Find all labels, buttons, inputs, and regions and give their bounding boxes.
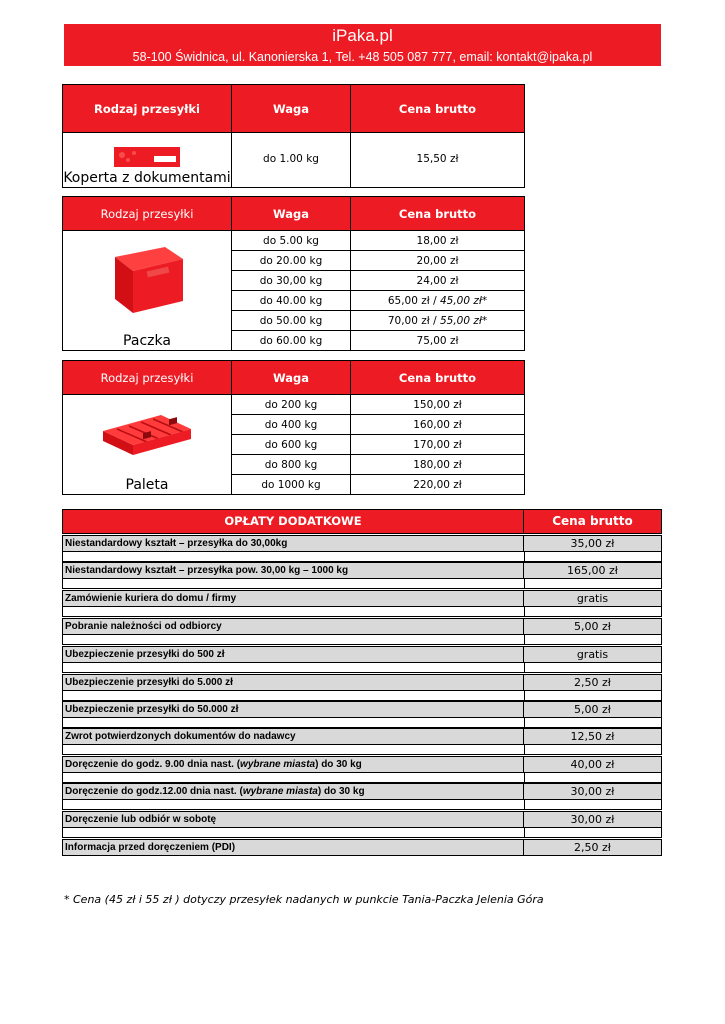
shipment-type-label: Paleta xyxy=(125,477,169,493)
fees-header-name: OPŁATY DODATKOWE xyxy=(62,509,524,534)
envelope-price-table xyxy=(62,84,525,188)
price-cell: 75,00 zł xyxy=(351,331,525,351)
weight-cell: do 20.00 kg xyxy=(232,251,351,271)
col-header-price: Cena brutto xyxy=(351,197,525,231)
fee-name: Zwrot potwierdzonych dokumentów do nadawcy xyxy=(62,728,524,745)
col-header-weight: Waga xyxy=(232,197,351,231)
fee-name-start: Doręczenie do godz. 9.00 dnia nast. ( xyxy=(65,759,241,770)
fee-name-end: ) do 30 kg xyxy=(317,786,365,797)
weight-cell: do 60.00 kg xyxy=(232,331,351,351)
col-header-price: Cena brutto xyxy=(351,361,525,395)
price-cell: 24,00 zł xyxy=(351,271,525,291)
weight-cell: do 600 kg xyxy=(232,435,351,455)
fee-row xyxy=(62,783,662,800)
price-cell xyxy=(351,291,525,311)
fee-spacer xyxy=(62,828,662,838)
price-regular: 65,00 zł / xyxy=(387,294,440,307)
shipment-type-cell xyxy=(63,395,232,495)
fee-row xyxy=(62,535,662,552)
fee-name: Niestandardowy kształt – przesyłka pow. 30,00 kg – 1000 kg xyxy=(62,562,524,579)
pallet-icon xyxy=(63,409,231,463)
fee-row xyxy=(62,811,662,828)
weight-cell: do 1.00 kg xyxy=(232,133,351,188)
fee-name xyxy=(62,756,524,773)
fee-price: 2,50 zł xyxy=(524,839,662,856)
fee-name: Ubezpieczenie przesyłki do 500 zł xyxy=(62,646,524,663)
weight-cell: do 200 kg xyxy=(232,395,351,415)
footnote: * Cena (45 zł i 55 zł ) dotyczy przesyłek nadanych w punkcie Tania-Paczka Jelenia Góra xyxy=(64,893,544,906)
weight-cell: do 40.00 kg xyxy=(232,291,351,311)
fee-name: Informacja przed doręczeniem (PDI) xyxy=(62,839,524,856)
fee-price: 30,00 zł xyxy=(524,811,662,828)
fee-spacer xyxy=(62,663,662,673)
price-cell xyxy=(351,311,525,331)
fee-row xyxy=(62,701,662,718)
weight-cell: do 50.00 kg xyxy=(232,311,351,331)
fee-spacer xyxy=(62,773,662,783)
fee-spacer xyxy=(62,745,662,755)
fee-name-end: ) do 30 kg xyxy=(315,759,362,770)
price-cell: 160,00 zł xyxy=(351,415,525,435)
price-regular: 70,00 zł / xyxy=(387,314,440,327)
shipment-type-cell xyxy=(63,133,232,188)
weight-cell: do 800 kg xyxy=(232,455,351,475)
fee-spacer xyxy=(62,607,662,617)
price-cell: 170,00 zł xyxy=(351,435,525,455)
parcel-price-table xyxy=(62,196,525,351)
fee-price: 165,00 zł xyxy=(524,562,662,579)
fee-name: Niestandardowy kształt – przesyłka do 30,00kg xyxy=(62,535,524,552)
fee-name-italic: wybrane miasta xyxy=(240,759,316,770)
col-header-weight: Waga xyxy=(232,361,351,395)
price-cell: 180,00 zł xyxy=(351,455,525,475)
fee-row xyxy=(62,728,662,745)
fee-price: 5,00 zł xyxy=(524,618,662,635)
fee-name: Zamówienie kuriera do domu / firmy xyxy=(62,590,524,607)
fee-name: Ubezpieczenie przesyłki do 50.000 zł xyxy=(62,701,524,718)
fees-header-price: Cena brutto xyxy=(524,509,662,534)
fee-price: gratis xyxy=(524,590,662,607)
shipment-type-cell xyxy=(63,231,232,351)
fee-row xyxy=(62,839,662,856)
col-header-type: Rodzaj przesyłki xyxy=(63,85,232,133)
fee-price: 35,00 zł xyxy=(524,535,662,552)
fee-spacer xyxy=(62,552,662,562)
weight-cell: do 1000 kg xyxy=(232,475,351,495)
fee-spacer xyxy=(62,800,662,810)
weight-cell: do 30,00 kg xyxy=(232,271,351,291)
fee-name: Doręczenie lub odbiór w sobotę xyxy=(62,811,524,828)
price-discount: 45,00 zł* xyxy=(439,294,488,307)
weight-cell: do 400 kg xyxy=(232,415,351,435)
fee-price: 30,00 zł xyxy=(524,783,662,800)
box-icon xyxy=(63,243,231,319)
fee-price: 12,50 zł xyxy=(524,728,662,745)
col-header-type: Rodzaj przesyłki xyxy=(63,197,232,231)
price-cell: 15,50 zł xyxy=(351,133,525,188)
fee-row xyxy=(62,562,662,579)
fee-spacer xyxy=(62,579,662,589)
fee-name-start: Doręczenie do godz.12.00 dnia nast. ( xyxy=(65,786,243,797)
fee-row xyxy=(62,756,662,773)
additional-fees-table xyxy=(62,509,662,854)
header-bar xyxy=(64,24,661,66)
fee-row xyxy=(62,590,662,607)
fee-price: gratis xyxy=(524,646,662,663)
fee-name xyxy=(62,783,524,800)
fee-name: Pobranie należności od odbiorcy xyxy=(62,618,524,635)
shipment-type-label: Paczka xyxy=(123,333,171,349)
fee-row xyxy=(62,618,662,635)
fee-price: 2,50 zł xyxy=(524,674,662,691)
fees-header-row xyxy=(62,509,662,534)
company-contact: 58-100 Świdnica, ul. Kanonierska 1, Tel. +48 505 087 777, email: kontakt@ipaka.pl xyxy=(132,50,593,64)
fee-name-italic: wybrane miasta xyxy=(242,786,318,797)
shipment-type-label: Koperta z dokumentami xyxy=(63,170,231,186)
pallet-price-table xyxy=(62,360,525,495)
price-cell: 20,00 zł xyxy=(351,251,525,271)
fee-price: 5,00 zł xyxy=(524,701,662,718)
page-title: iPaka.pl xyxy=(332,26,393,45)
col-header-type: Rodzaj przesyłki xyxy=(63,361,232,395)
fee-spacer xyxy=(62,691,662,701)
envelope-icon xyxy=(63,147,231,171)
price-cell: 150,00 zł xyxy=(351,395,525,415)
fee-price: 40,00 zł xyxy=(524,756,662,773)
fee-row xyxy=(62,646,662,663)
price-cell: 18,00 zł xyxy=(351,231,525,251)
price-discount: 55,00 zł* xyxy=(439,314,488,327)
col-header-weight: Waga xyxy=(232,85,351,133)
col-header-price: Cena brutto xyxy=(351,85,525,133)
fee-name: Ubezpieczenie przesyłki do 5.000 zł xyxy=(62,674,524,691)
price-cell: 220,00 zł xyxy=(351,475,525,495)
weight-cell: do 5.00 kg xyxy=(232,231,351,251)
fee-row xyxy=(62,674,662,691)
fee-spacer xyxy=(62,718,662,728)
fee-spacer xyxy=(62,635,662,645)
